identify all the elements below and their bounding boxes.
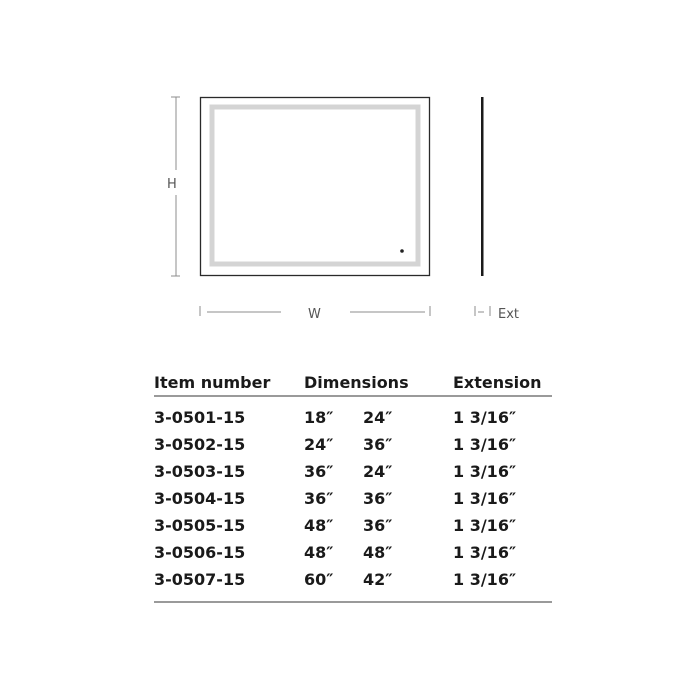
height-label: H: [167, 177, 177, 192]
extension-cell: 1 3/16″: [453, 435, 517, 454]
item-number-cell: 3-0504-15: [154, 489, 246, 508]
width-cell: 36″: [304, 462, 334, 481]
height-cell: 48″: [363, 543, 393, 562]
extension-cell: 1 3/16″: [453, 570, 517, 589]
header-extension: Extension: [453, 372, 542, 392]
extension-cell: 1 3/16″: [453, 408, 517, 427]
height-cell: 42″: [363, 570, 393, 589]
table-row: [154, 458, 552, 485]
item-number-cell: 3-0506-15: [154, 543, 246, 562]
table-row: [154, 539, 552, 566]
height-cell: 36″: [363, 516, 393, 535]
extension-cell: 1 3/16″: [453, 489, 517, 508]
table-row: [154, 431, 552, 458]
item-number-cell: 3-0502-15: [154, 435, 246, 454]
width-cell: 36″: [304, 489, 334, 508]
mirror-dimension-drawing: [0, 0, 700, 340]
item-number-cell: 3-0503-15: [154, 462, 246, 481]
table-body: [154, 397, 552, 603]
header-item-number: Item number: [154, 372, 271, 392]
item-number-cell: 3-0507-15: [154, 570, 246, 589]
extension-cell: 1 3/16″: [453, 543, 517, 562]
table-row: [154, 566, 552, 593]
height-cell: 36″: [363, 489, 393, 508]
table-row: [154, 485, 552, 512]
touch-sensor-dot: [400, 249, 404, 253]
table-header: [154, 369, 552, 397]
width-cell: 48″: [304, 543, 334, 562]
height-cell: 24″: [363, 462, 393, 481]
item-number-cell: 3-0501-15: [154, 408, 246, 427]
width-cell: 18″: [304, 408, 334, 427]
mirror-frame: [201, 98, 430, 276]
mirror-side-profile: [481, 97, 484, 276]
height-cell: 36″: [363, 435, 393, 454]
extension-dimension: [475, 306, 490, 316]
height-cell: 24″: [363, 408, 393, 427]
table-row: [154, 404, 552, 431]
width-cell: 24″: [304, 435, 334, 454]
extension-cell: 1 3/16″: [453, 462, 517, 481]
item-number-cell: 3-0505-15: [154, 516, 246, 535]
width-cell: 48″: [304, 516, 334, 535]
extension-label: Ext: [498, 307, 520, 322]
specification-table: [154, 369, 552, 603]
width-label: W: [308, 307, 321, 322]
header-dimensions: Dimensions: [304, 372, 409, 392]
extension-cell: 1 3/16″: [453, 516, 517, 535]
table-row: [154, 512, 552, 539]
width-cell: 60″: [304, 570, 334, 589]
